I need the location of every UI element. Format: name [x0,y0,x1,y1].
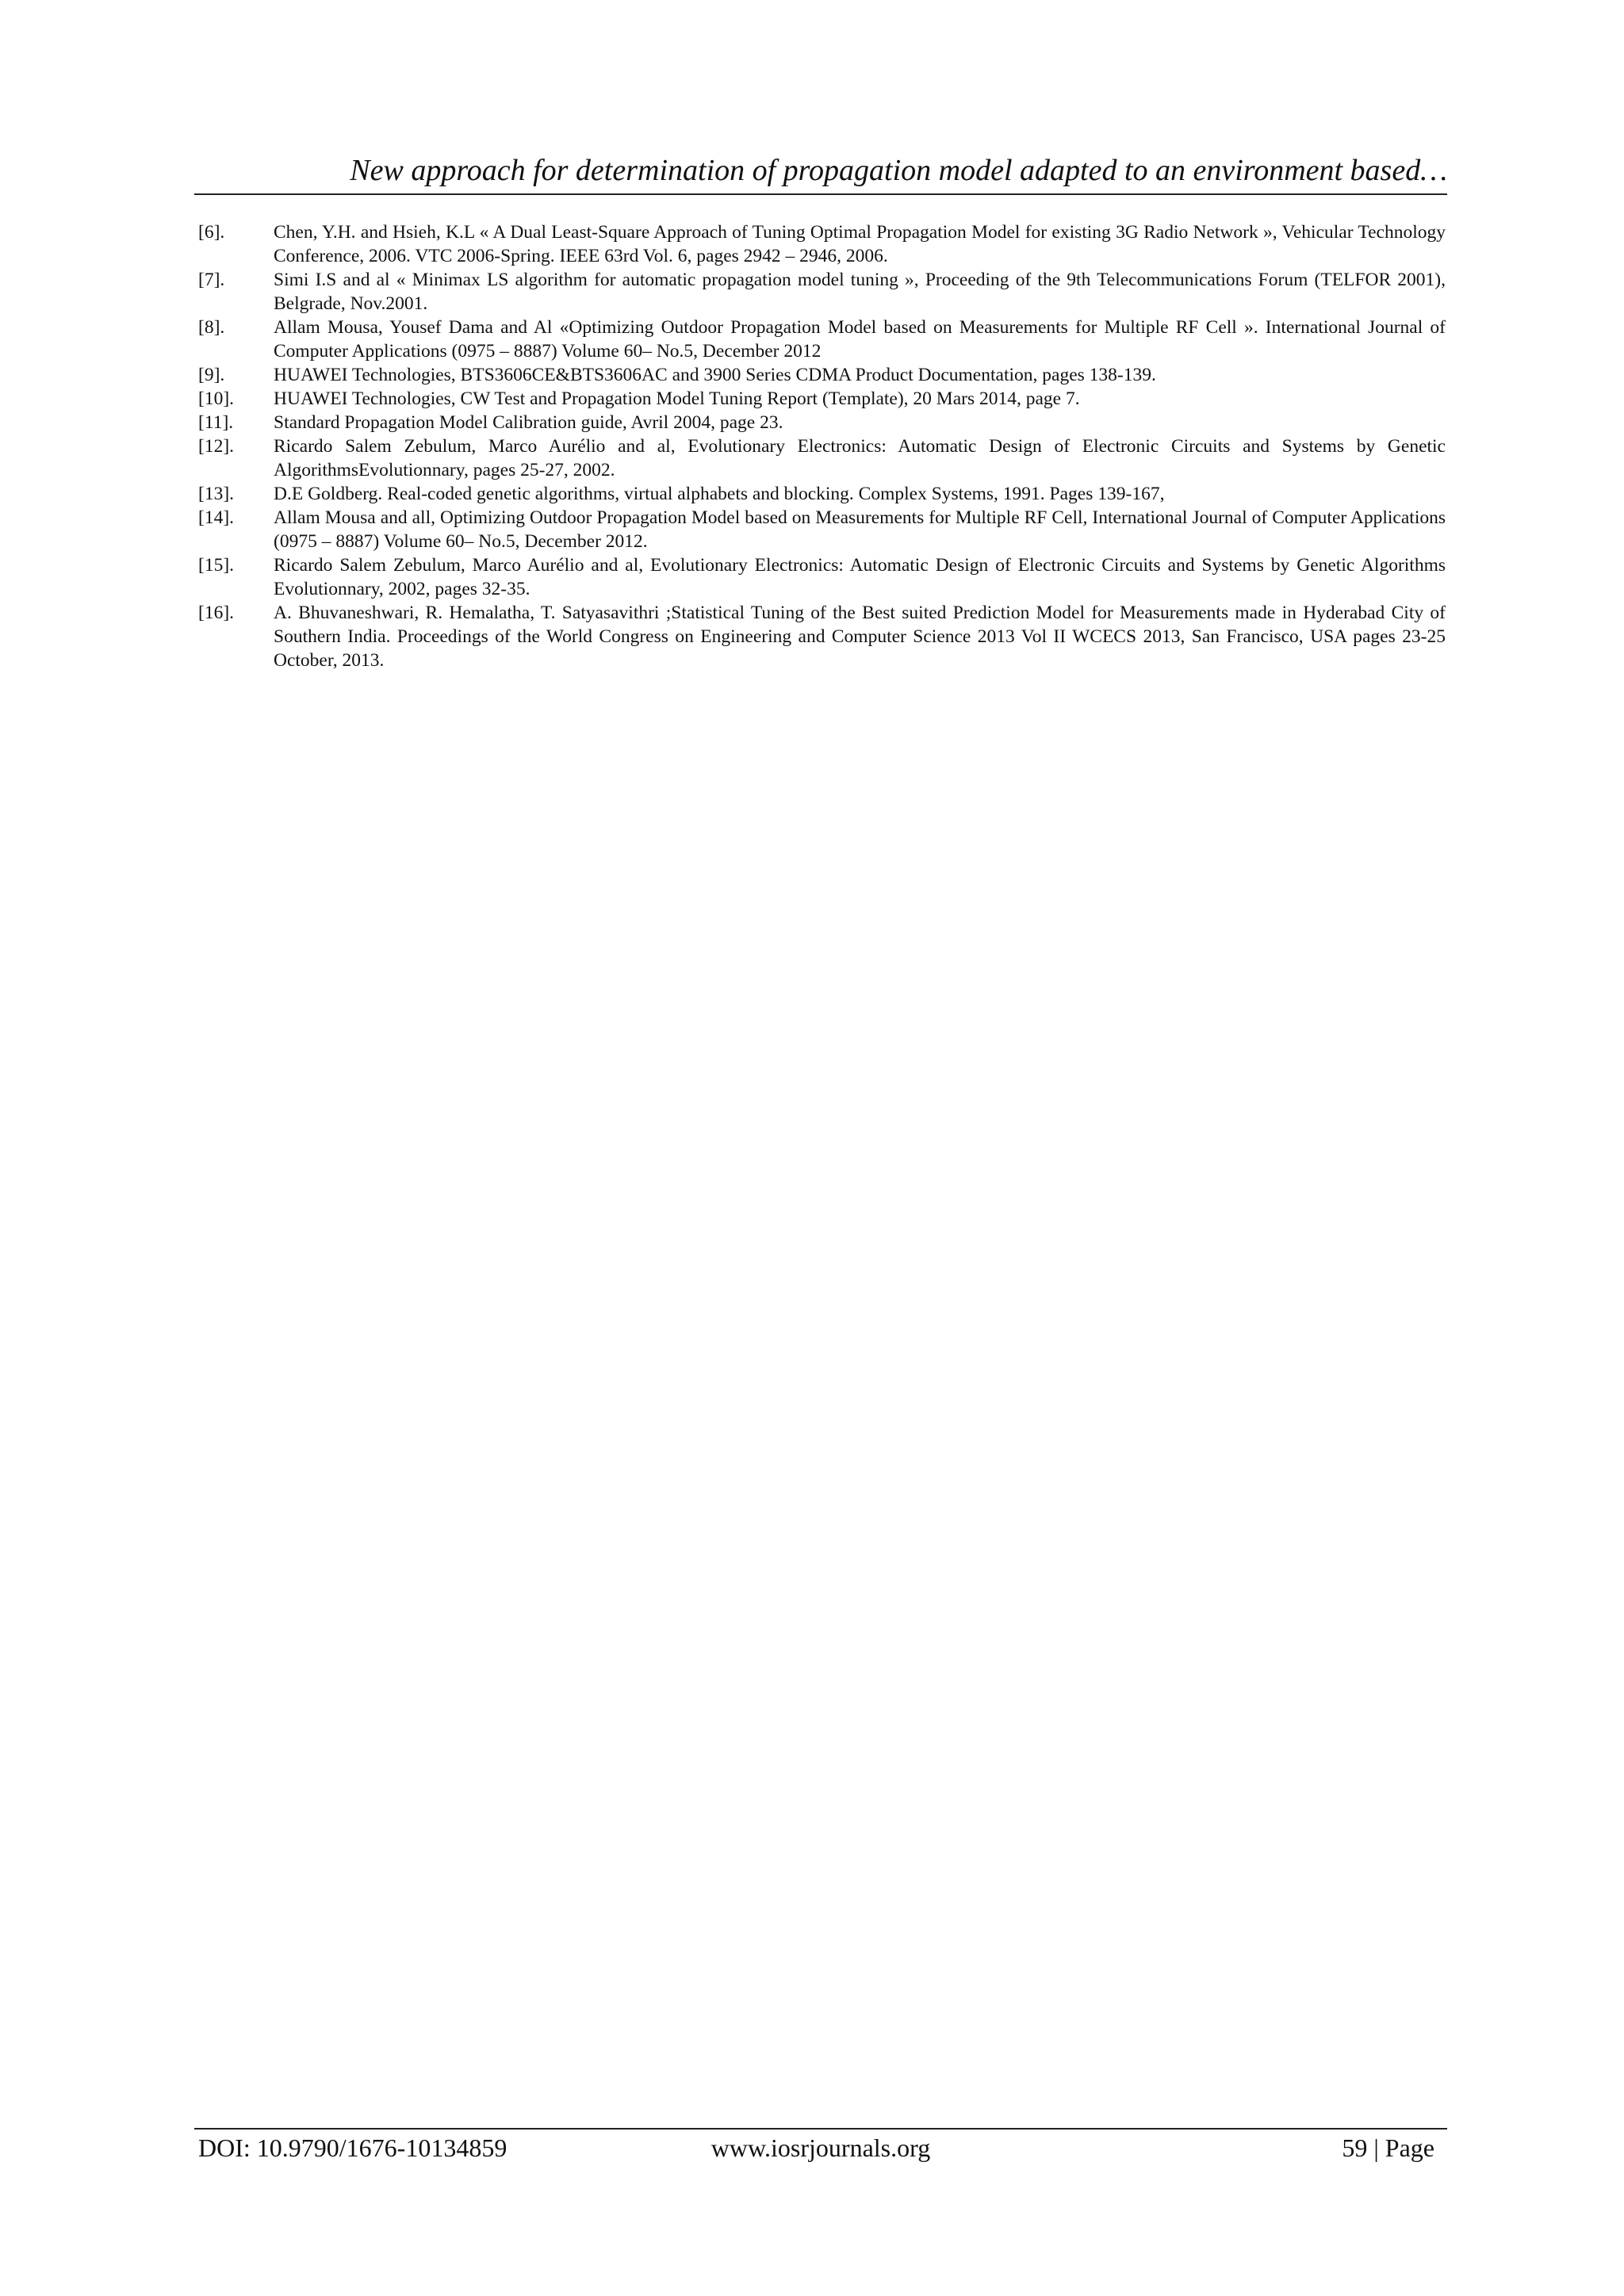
reference-number: [13]. [198,484,235,504]
footer-page-number: 59 | Page [1342,2133,1434,2162]
reference-number: [9]. [198,365,225,385]
reference-text: Simi I.S and al « Minimax LS algorithm for automatic propagation model tuning », Proceeding of the 9th Telecommunications Forum (TELFOR 2001), Belgrade, Nov.2001. [274,270,1446,314]
reference-text: Allam Mousa, Yousef Dama and Al «Optimizing Outdoor Propagation Model based on Measurements for Multiple RF Cell ». International Journal of Computer Applications (0975 – 8887) Volume 60– No.5, December 2012 [274,317,1446,362]
reference-text: HUAWEI Technologies, CW Test and Propagation Model Tuning Report (Template), 20 Mars 2014, page 7. [274,388,1080,409]
reference-text: Ricardo Salem Zebulum, Marco Aurélio and al, Evolutionary Electronics: Automatic Design of Electronic Circuits and Systems by Genetic AlgorithmsEvolutionnary, pages 25-27, 2002. [274,436,1446,480]
reference-text: A. Bhuvaneshwari, R. Hemalatha, T. Satyasavithri ;Statistical Tuning of the Best suited Prediction Model for Measurements made in Hyderabad City of Southern India. Proceedings of the World Congress on Engineering and Computer Science 2013 Vol II WCECS 2013, San Francisco, USA pages 23-25 October, 2013. [274,603,1446,671]
reference-text: Chen, Y.H. and Hsieh, K.L « A Dual Least-Square Approach of Tuning Optimal Propagation Model for existing 3G Radio Network », Vehicular Technology Conference, 2006. VTC 2006-Spring. IEEE 63rd Vol. 6, pages 2942 – 2946, 2006. [274,222,1446,266]
reference-number: [12]. [198,436,235,457]
reference-list [198,220,1446,672]
reference-item [198,506,1446,553]
header-divider [194,193,1447,195]
reference-item [198,601,1446,672]
reference-number: [14]. [198,507,235,528]
reference-text: Standard Propagation Model Calibration guide, Avril 2004, page 23. [274,412,783,433]
footer-website: www.iosrjournals.org [710,2133,931,2162]
reference-item [198,220,1446,268]
reference-number: [16]. [198,603,235,623]
reference-text: Ricardo Salem Zebulum, Marco Aurélio and al, Evolutionary Electronics: Automatic Design of Electronic Circuits and Systems by Genetic Algorithms Evolutionnary, 2002, pages 32-35. [274,555,1446,599]
reference-item [198,268,1446,316]
reference-text: D.E Goldberg. Real-coded genetic algorithms, virtual alphabets and blocking. Complex Systems, 1991. Pages 139-167, [274,484,1165,504]
reference-number: [7]. [198,270,225,290]
reference-item [198,387,1446,411]
reference-number: [10]. [198,388,235,409]
reference-number: [6]. [198,222,225,243]
page-footer [194,2133,1447,2164]
reference-item [198,434,1446,482]
reference-text: Allam Mousa and all, Optimizing Outdoor Propagation Model based on Measurements for Multiple RF Cell, International Journal of Computer Applications (0975 – 8887) Volume 60– No.5, December 2012. [274,507,1446,552]
running-header-title: New approach for determination of propagation model adapted to an environment based… [350,154,1447,187]
reference-item [198,553,1446,601]
footer-doi: DOI: 10.9790/1676-10134859 [198,2133,508,2162]
reference-number: [15]. [198,555,235,576]
reference-item [198,411,1446,434]
reference-text: HUAWEI Technologies, BTS3606CE&BTS3606AC and 3900 Series CDMA Product Documentation, pages 138-139. [274,365,1156,385]
reference-item [198,482,1446,506]
reference-number: [8]. [198,317,225,338]
footer-divider [194,2128,1447,2130]
reference-item [198,363,1446,387]
reference-number: [11]. [198,412,234,433]
reference-item [198,316,1446,363]
